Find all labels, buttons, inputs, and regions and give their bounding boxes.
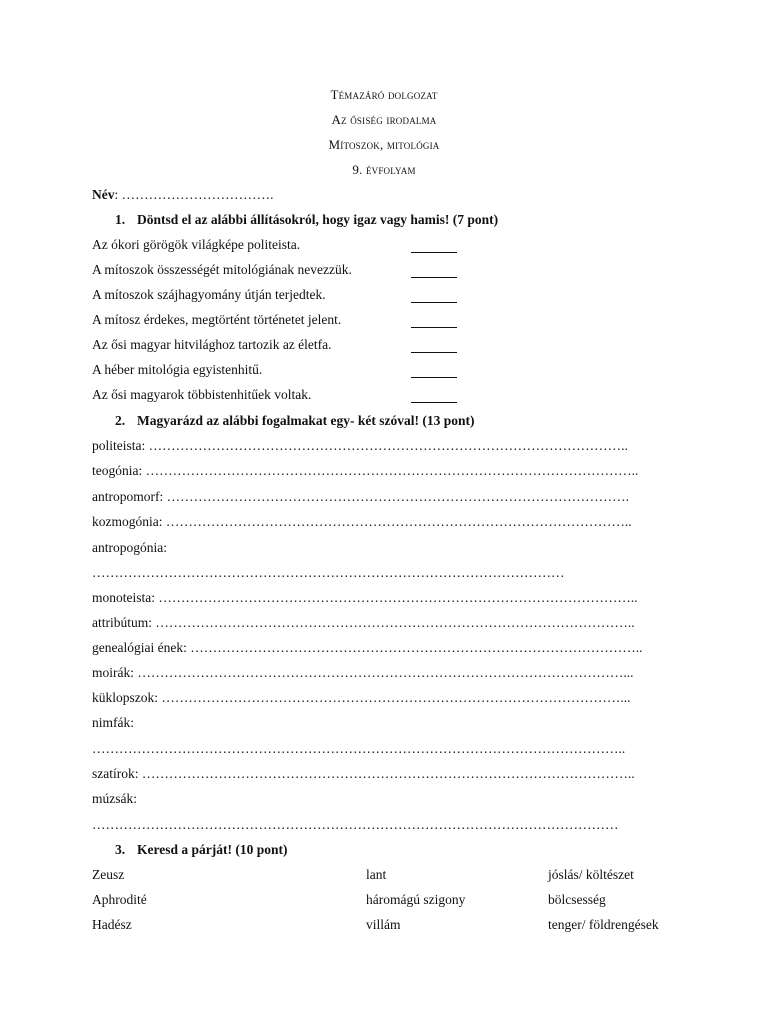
title-line-4: 9. évfolyam xyxy=(352,162,416,177)
answer-blank-7 xyxy=(411,388,457,403)
section-2-title: Magyarázd az alábbi fogalmakat egy- két szóval! (13 pont) xyxy=(137,413,475,428)
term-nimfak: nimfák: xyxy=(92,715,134,730)
section-3-heading xyxy=(115,842,287,858)
answer-blank-3 xyxy=(411,288,457,303)
answer-blank-4 xyxy=(411,313,457,328)
term-genealogiai-enek: genealógiai ének: ……………………………………………………………………………………….. xyxy=(92,640,643,655)
statement-3: A mítoszok szájhagyomány útján terjedtek. xyxy=(92,287,326,302)
statement-4: A mítosz érdekes, megtörtént történetet jelent. xyxy=(92,312,342,327)
section-1-number: 1. xyxy=(115,212,126,227)
answer-blank-1 xyxy=(411,238,457,253)
match-row-3-god: Hadész xyxy=(92,917,132,932)
term-muzsak: múzsák: xyxy=(92,791,137,806)
term-antropomorf: antropomorf: …………………………………………………………………………………………. xyxy=(92,489,629,504)
match-row-2-domain: bölcsesség xyxy=(548,892,606,907)
term-attributum: attribútum: …………………………………………………………………………………………….. xyxy=(92,615,635,630)
title-line-2: Az ősiség irodalma xyxy=(331,112,437,127)
name-field xyxy=(92,187,274,203)
term-szatirok: szatírok: ……………………………………………………………………………………………….. xyxy=(92,766,635,781)
statement-2: A mítoszok összességét mitológiának nevezzük. xyxy=(92,262,352,277)
answer-blank-5 xyxy=(411,338,457,353)
term-politeista: politeista: …………………………………………………………………………………………….. xyxy=(92,438,628,453)
section-2-number: 2. xyxy=(115,413,126,428)
statement-6: A héber mitológia egyistenhitű. xyxy=(92,362,263,377)
match-row-1-attribute: lant xyxy=(366,867,387,882)
match-row-3-domain: tenger/ földrengések xyxy=(548,917,659,932)
term-muzsak-dots: ……………………………………………………………………………………………………… xyxy=(92,817,619,832)
match-row-3-attribute: villám xyxy=(366,917,401,932)
statement-5: Az ősi magyar hitvilághoz tartozik az életfa. xyxy=(92,337,332,352)
term-monoteista: monoteista: …………………………………………………………………………………………….. xyxy=(92,590,638,605)
match-row-2-attribute: háromágú szigony xyxy=(366,892,466,907)
section-1-title: Döntsd el az alábbi állításokról, hogy igaz vagy hamis! (7 pont) xyxy=(137,212,499,227)
name-blank: : ……………………………. xyxy=(114,187,274,202)
section-2-heading xyxy=(115,413,474,429)
title-line-3: Mítoszok, mitológia xyxy=(328,137,440,152)
term-antropogonia-dots: …………………………………………………………………………………………… xyxy=(92,565,565,580)
name-label: Név xyxy=(92,187,115,202)
term-kuklopszok: küklopszok: …………………………………………………………………………………………... xyxy=(92,690,631,705)
section-3-title: Keresd a párját! (10 pont) xyxy=(137,842,288,857)
section-3-number: 3. xyxy=(115,842,126,857)
term-moirak: moirák: ………………………………………………………………………………………………... xyxy=(92,665,634,680)
answer-blank-2 xyxy=(411,263,457,278)
term-teogonia: teogónia: ……………………………………………………………………………………………….. xyxy=(92,463,639,478)
answer-blank-6 xyxy=(411,363,457,378)
title-line-1: Témazáró dolgozat xyxy=(330,87,438,102)
match-row-1-domain: jóslás/ költészet xyxy=(548,867,634,882)
statement-1: Az ókori görögök világképe politeista. xyxy=(92,237,301,252)
term-kozmogonia: kozmogónia: ………………………………………………………………………………………….. xyxy=(92,514,632,529)
match-row-2-god: Aphrodité xyxy=(92,892,147,907)
term-nimfak-dots: ……………………………………………………………………………………………………….. xyxy=(92,741,626,756)
term-antropogonia: antropogónia: xyxy=(92,540,167,555)
statement-7: Az ősi magyarok többistenhitűek voltak. xyxy=(92,387,312,402)
match-row-1-god: Zeusz xyxy=(92,867,125,882)
section-1-heading xyxy=(115,212,498,228)
